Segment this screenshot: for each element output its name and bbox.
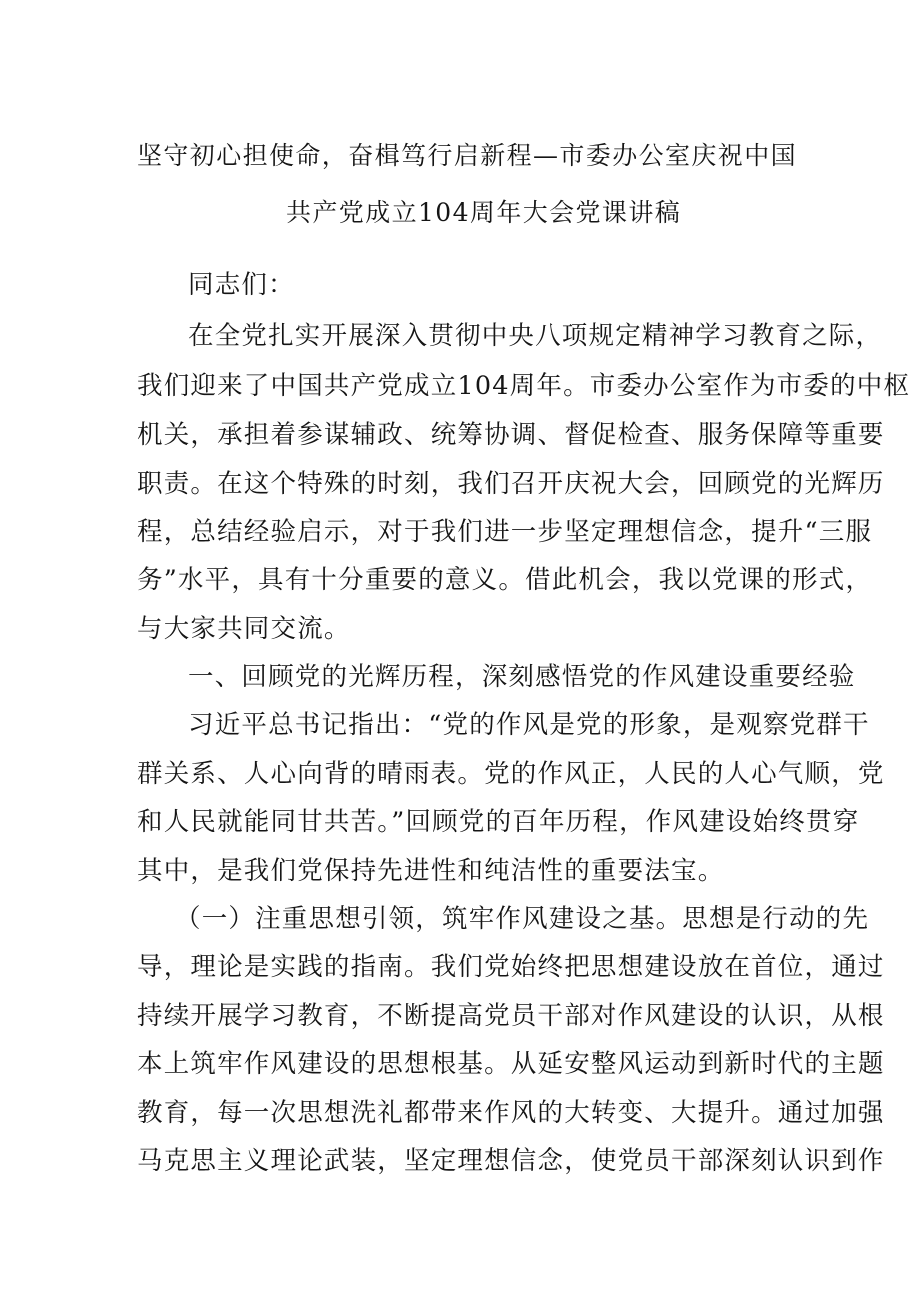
body-line: 与大家共同交流。 xyxy=(137,614,351,644)
greeting: 同志们： xyxy=(188,270,295,300)
body-line: 习近平总书记指出：“党的作风是党的形象，是观察党群干 xyxy=(188,710,870,740)
body-line: 务”水平，具有十分重要的意义。借此机会，我以党课的形式， xyxy=(137,565,873,595)
body-line: 本上筑牢作风建设的思想根基。从延安整风运动到新时代的主题 xyxy=(137,1049,885,1079)
section-heading-1: 一、回顾党的光辉历程，深刻感悟党的作风建设重要经验 xyxy=(188,662,856,692)
body-line: 其中，是我们党保持先进性和纯洁性的重要法宝。 xyxy=(137,856,725,886)
body-line: 我们迎来了中国共产党成立104周年。市委办公室作为市委的中枢 xyxy=(137,371,911,401)
body-line: 职责。在这个特殊的时刻，我们召开庆祝大会，回顾党的光辉历 xyxy=(137,469,885,499)
body-line: 程，总结经验启示，对于我们进一步坚定理想信念，提升“三服 xyxy=(137,517,873,547)
body-line: 和人民就能同甘共苦。”回顾党的百年历程，作风建设始终贯穿 xyxy=(137,807,860,837)
title-line-2: 共产党成立104周年大会党课讲稿 xyxy=(286,198,682,227)
body-line: 马克思主义理论武装，坚定理想信念，使党员干部深刻认识到作 xyxy=(137,1146,885,1176)
body-line: 持续开展学习教育，不断提高党员干部对作风建设的认识，从根 xyxy=(137,1001,885,1031)
body-line: 导，理论是实践的指南。我们党始终把思想建设放在首位，通过 xyxy=(137,952,885,982)
subsection-line: （一）注重思想引领，筑牢作风建设之基。思想是行动的先 xyxy=(175,904,870,934)
body-line: 机关，承担着参谋辅政、统筹协调、督促检查、服务保障等重要 xyxy=(137,420,885,450)
title-line-1: 坚守初心担使命，奋楫笃行启新程—市委办公室庆祝中国 xyxy=(137,141,798,170)
body-line: 群关系、人心向背的晴雨表。党的作风正，人民的人心气顺，党 xyxy=(137,759,885,789)
body-line: 在全党扎实开展深入贯彻中央八项规定精神学习教育之际， xyxy=(188,321,883,351)
body-line: 教育，每一次思想洗礼都带来作风的大转变、大提升。通过加强 xyxy=(137,1098,885,1128)
